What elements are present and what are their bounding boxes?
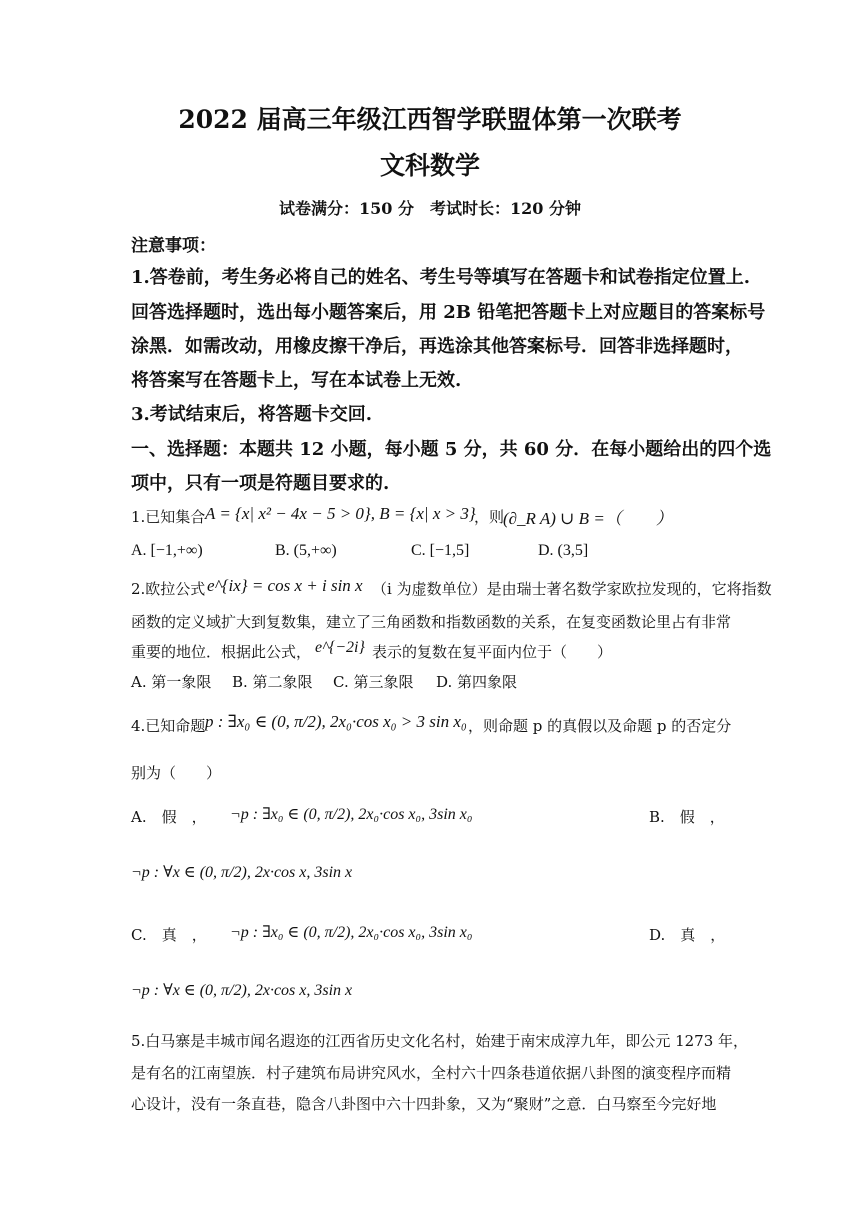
q4-option-a: ¬p : ∃x₀ ∈ (0, π/2), 2x₀·cos x₀, 3sin x₀: [230, 806, 473, 823]
q2-euler-formula: e^{ix} = cos x + i sin x: [207, 576, 363, 595]
q4-option-b-label: B. 假 ，: [649, 808, 725, 826]
q1-option-d: D. (3,5]: [538, 542, 589, 559]
q4-line1-tail: ，则命题 p 的真假以及命题 p 的否定分: [468, 717, 732, 735]
q2-option-c: C. 第三象限: [333, 673, 414, 691]
q1-prefix: 1.已知集合: [131, 508, 206, 526]
q1-set-a: A = {x| x² − 4x − 5 > 0}, B = {x| x > 3}: [205, 504, 476, 523]
notice-item1-line3: 涂黑．如需改动，用橡皮擦干净后，再选涂其他答案标号．回答非选择题时，: [131, 336, 743, 357]
q1-option-b: B. (5,+∞): [275, 542, 337, 559]
q2-option-d: D. 第四象限: [436, 673, 518, 691]
q2-line3-tail: 表示的复数在复平面内位于（ ）: [372, 643, 613, 661]
q2-line3-head: 重要的地位．根据此公式，: [131, 643, 312, 661]
q2-option-b: B. 第二象限: [232, 673, 313, 691]
notice-item1-line1: 1.答卷前，考生务必将自己的姓名、考生号等填写在答题卡和试卷指定位置上.: [131, 267, 751, 288]
q2-line1-tail: （i 为虚数单位）是由瑞士著名数学家欧拉发现的，它将指数: [372, 580, 772, 598]
q2-prefix: 2.欧拉公式: [131, 580, 206, 598]
q4-option-c: ¬p : ∃x₀ ∈ (0, π/2), 2x₀·cos x₀, 3sin x₀: [230, 924, 473, 941]
exam-meta: 试卷满分：150 分 考试时长：120 分钟: [279, 199, 581, 218]
q5-line3: 心设计，没有一条直巷，隐含八卦图中六十四卦象，又为“聚财”之意．白马察至今完好地: [131, 1095, 717, 1113]
q4-option-b: ¬p : ∀x ∈ (0, π/2), 2x·cos x, 3sin x: [131, 864, 353, 881]
q4-option-d: ¬p : ∀x ∈ (0, π/2), 2x·cos x, 3sin x: [131, 982, 353, 999]
q1-expression: (∂_R A) ∪ B =（ ）: [503, 509, 673, 528]
q1-then: ，则: [474, 508, 505, 526]
section-heading-line1: 一、选择题：本题共 12 小题，每小题 5 分，共 60 分．在每小题给出的四个选: [131, 439, 772, 460]
q4-option-d-label: D. 真 ，: [649, 926, 726, 944]
q1-option-c: C. [−1,5]: [411, 542, 470, 559]
notice-heading: 注意事项：: [131, 236, 216, 256]
notice-item1-line2: 回答选择题时，选出每小题答案后，用 2B 铅笔把答题卡上对应题目的答案标号: [131, 302, 766, 323]
notice-item1-line4: 将答案写在答题卡上，写在本试卷上无效.: [131, 370, 462, 391]
section-heading-line2: 项中，只有一项是符题目要求的.: [131, 473, 390, 494]
q2-expression: e^{−2i}: [315, 639, 365, 656]
q4-proposition: p : ∃x₀ ∈ (0, π/2), 2x₀·cos x₀ > 3 sin x₀: [205, 712, 467, 731]
notice-item3: 3.考试结束后，将答题卡交回.: [131, 404, 373, 425]
q5-line2: 是有名的江南望族．村子建筑布局讲究风水，全村六十四条巷道依据八卦图的演变程序而精: [131, 1064, 732, 1082]
q5-line1: 5.白马寨是丰城市闻名遐迩的江西省历史文化名村，始建于南宋成淳九年，即公元 1273 年，: [131, 1032, 749, 1050]
q1-option-a: A. [−1,+∞): [131, 542, 203, 559]
q2-line2: 函数的定义域扩大到复数集，建立了三角函数和指数函数的关系，在复变函数论里占有非常: [131, 613, 732, 631]
q4-prefix: 4.已知命题: [131, 717, 206, 735]
exam-title: 2022 届高三年级江西智学联盟体第一次联考: [178, 105, 682, 134]
q4-option-a-label: A. 假 ，: [131, 808, 207, 826]
q4-option-c-label: C. 真 ，: [131, 926, 207, 944]
q4-line2: 别为（ ）: [131, 764, 222, 782]
subject-title: 文科数学: [379, 151, 480, 180]
q2-option-a: A. 第一象限: [131, 673, 212, 691]
